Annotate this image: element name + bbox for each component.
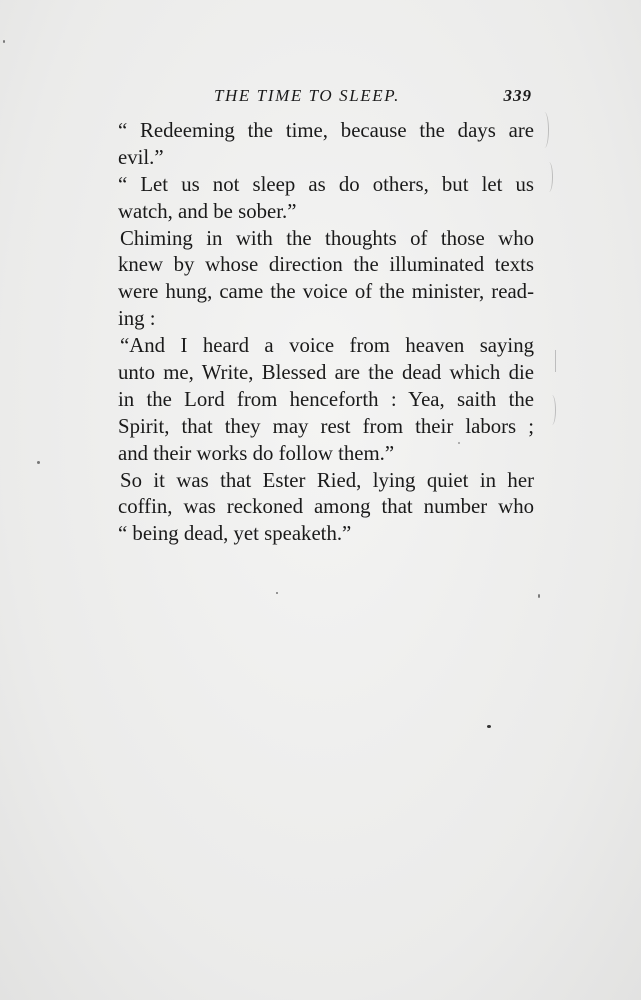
text-line: were hung, came the voice of the minister, read- — [118, 280, 534, 304]
text-line: “And I heard a voice from heaven saying — [120, 334, 534, 358]
paragraph-3 — [118, 226, 534, 334]
paragraph-4 — [118, 333, 534, 467]
text-line: “ being dead, yet speaketh.” — [118, 522, 352, 546]
page-speck — [37, 461, 40, 464]
text-line: Chiming in with the thoughts of those who — [120, 226, 534, 250]
text-line: coffin, was reckoned among that number who — [118, 495, 534, 519]
text-line: and their works do follow them.” — [118, 441, 395, 465]
margin-curve-mark — [548, 395, 556, 425]
text-line: in the Lord from henceforth : Yea, saith the — [118, 387, 534, 411]
margin-curve-mark — [553, 350, 556, 372]
page-speck — [3, 40, 5, 43]
body-text — [118, 118, 534, 548]
running-head — [118, 86, 534, 110]
text-line: Spirit, that they may rest from their labors ; — [118, 414, 534, 438]
paragraph-2 — [118, 172, 534, 226]
paragraph-1 — [118, 118, 534, 172]
text-line: evil.” — [118, 145, 164, 169]
paragraph-5 — [118, 468, 534, 549]
running-title: THE TIME TO SLEEP. — [214, 86, 400, 105]
text-line: knew by whose direction the illuminated texts — [118, 253, 534, 277]
text-line: unto me, Write, Blessed are the dead which die — [118, 361, 534, 385]
page-speck — [538, 594, 540, 598]
margin-curve-mark — [540, 112, 549, 148]
text-line: So it was that Ester Ried, lying quiet in her — [120, 468, 534, 492]
page-speck — [458, 442, 460, 444]
margin-curve-mark — [545, 162, 553, 192]
text-line: ing : — [118, 307, 156, 331]
text-line: “ Redeeming the time, because the days are — [118, 119, 534, 142]
text-line: “ Let us not sleep as do others, but let us — [118, 172, 534, 196]
page-number: 339 — [503, 86, 532, 105]
page-speck — [487, 725, 491, 728]
text-line: watch, and be sober.” — [118, 199, 297, 223]
page-speck — [276, 592, 278, 594]
